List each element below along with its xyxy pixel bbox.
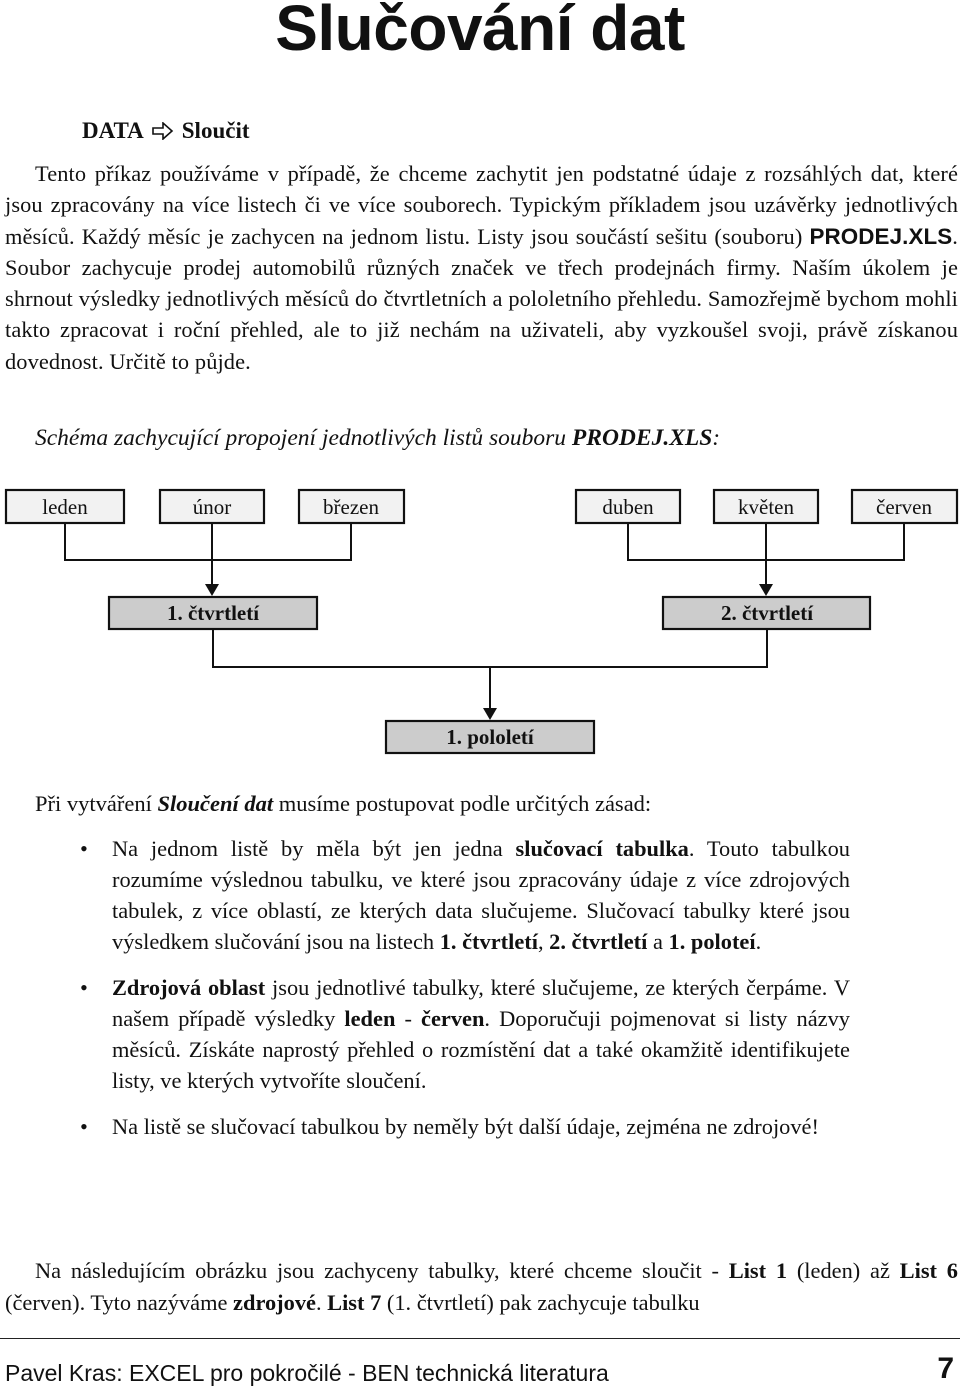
closing-paragraph: Na následujícím obrázku jsou zachyceny tabulky, které chceme sloučit - List 1 (leden) až List 6 (červen). Tyto nazýváme zdrojové. List 7 (1. čtvrtletí) pak zachycuje tabulku [5, 1258, 958, 1315]
half-year-box [386, 721, 594, 753]
page-number: 7 [937, 1352, 954, 1385]
month-box-1 [160, 490, 264, 523]
connector-half [213, 629, 767, 708]
page-title: Slučování dat [275, 0, 685, 64]
footer-text: Pavel Kras: EXCEL pro pokročilé - BEN technická literatura [5, 1360, 609, 1386]
quarter-label: 2. čtvrtletí [720, 601, 814, 625]
arrow-q2-icon [759, 584, 773, 596]
rules-list [80, 833, 850, 1157]
month-box-0 [6, 490, 124, 523]
caption-file-name: PRODEJ.XLS [571, 425, 713, 451]
quarter-box-0 [109, 597, 317, 629]
list-item: • Na jednom listě by měla být jen jedna slučovací tabulka. Touto tabulkou rozumíme výslednou tabulku, ve které jsou zpracovány údaje z více zdrojových tabulek, z více oblastí, ze kterých data slučujeme. Slučovací tabulky které jsou výsledkem slučování jsou na listech 1. čtvrtletí, 2. čtvrtletí a 1. poloteí. [80, 833, 850, 957]
intro-paragraph: Tento příkaz používáme v případě, že chceme zachytit jen podstatné údaje z rozsáhlých dat, které jsou zpracovány na více listech či ve více souborech. Typickým příkladem jsou uzávěrky jednotlivých měsíců. Každý měsíc je zachycen na jednom listu. Listy jsou součástí sešitu (souboru) PRODEJ.XLS. Soubor zachycuje prodej automobilů různých značek ve třech prodejnách firmy. Naším úkolem je shrnout výsledky jednotlivých měsíců do čtvrtletních a pololetního přehledu. Samozřejmě bychom mohli takto zpracovat i roční přehled, ale to již nechám na uživateli, aby vyzkoušel svoji, právě získanou dovednost. Určitě to půjde. [5, 161, 958, 374]
list-item: • Na listě se slučovací tabulkou by neměly být další údaje, zejména ne zdrojové! [80, 1111, 850, 1142]
menu-arrow-icon [152, 122, 174, 140]
menu-name: DATA [82, 118, 144, 143]
bullet-icon: • [80, 975, 88, 1000]
month-label: únor [192, 495, 232, 519]
rules-intro: Při vytváření Sloučení dat musíme postupovat podle určitých zásad: [35, 791, 652, 816]
month-label: duben [602, 495, 654, 519]
diagram-caption: Schéma zachycující propojení jednotlivých listů souboru PRODEJ.XLS: [35, 425, 721, 451]
sheet-diagram [0, 480, 960, 760]
month-label: leden [42, 495, 88, 519]
month-label: červen [876, 495, 932, 519]
quarter-box-1 [663, 597, 870, 629]
month-box-3 [576, 490, 680, 523]
month-box-5 [852, 490, 957, 523]
half-year-label: 1. pololetí [446, 725, 534, 749]
bullet-icon: • [80, 1114, 88, 1139]
bullet-icon: • [80, 836, 88, 861]
quarter-label: 1. čtvrtletí [166, 601, 260, 625]
month-box-2 [299, 490, 404, 523]
menu-item: Sloučit [181, 118, 250, 143]
arrow-half-icon [483, 708, 497, 720]
footer-divider [0, 1338, 960, 1339]
month-box-4 [714, 490, 818, 523]
connector-q2 [628, 523, 904, 584]
month-label: březen [323, 495, 379, 519]
list-item: • Zdrojová oblast jsou jednotlivé tabulky, které slučujeme, ze kterých čerpáme. V našem případě výsledky leden - červen. Doporučuji pojmenovat si listy názvy měsíců. Získáte naprostý přehled o rozmístění dat a také okamžitě identifikujete listy, ve kterých vytvoříte sloučení. [80, 972, 850, 1096]
arrow-q1-icon [205, 584, 219, 596]
rules-term: Sloučení dat [157, 791, 274, 816]
connector-q1 [65, 523, 351, 584]
month-label: květen [738, 495, 794, 519]
menu-command [82, 118, 250, 144]
file-name: PRODEJ.XLS [809, 223, 953, 249]
